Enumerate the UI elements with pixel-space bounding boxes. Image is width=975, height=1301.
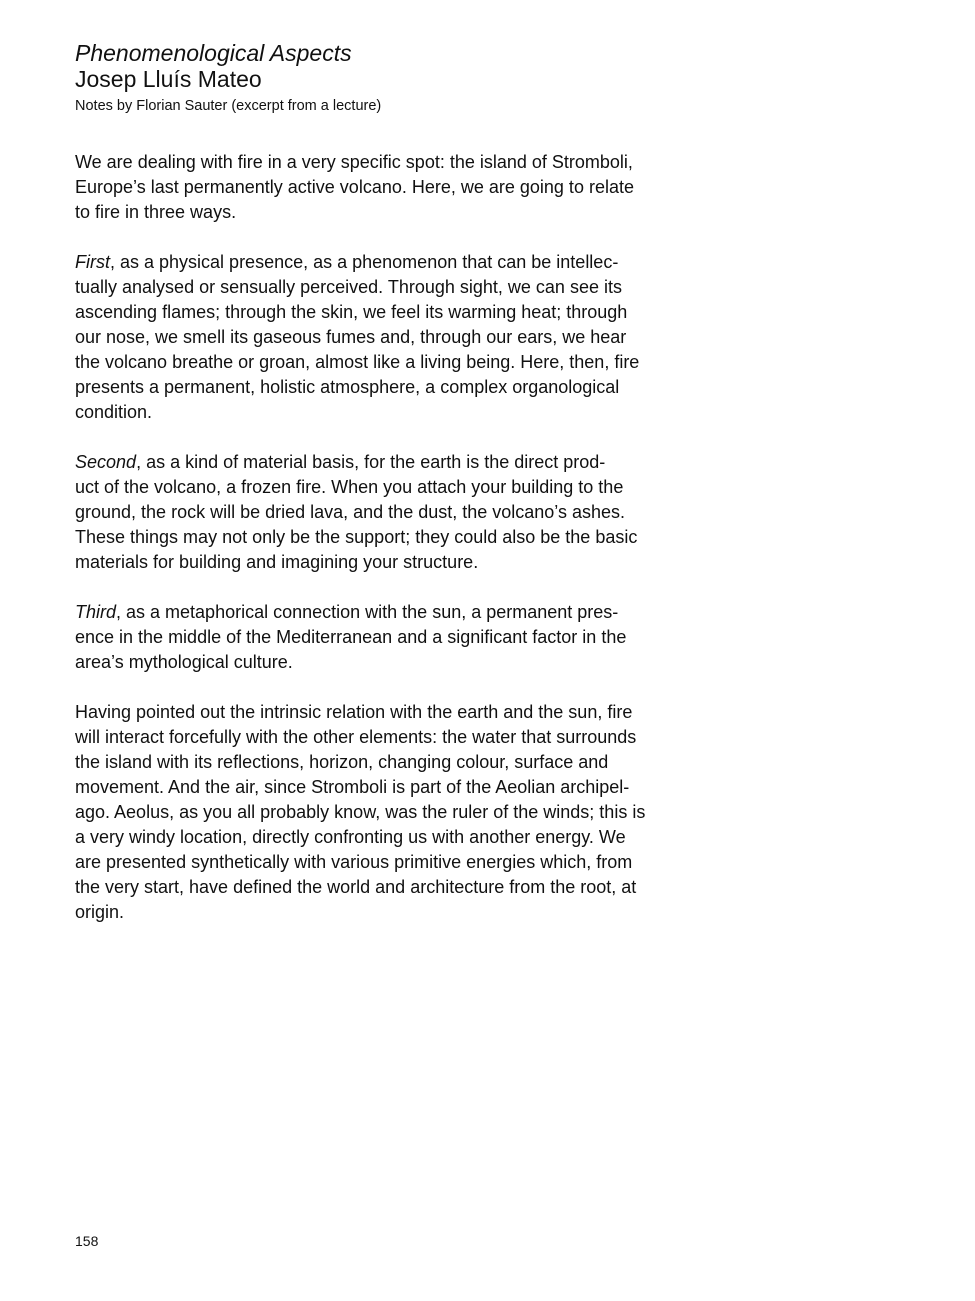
article-body <box>75 150 675 950</box>
text-line: ago. Aeolus, as you all probably know, was the ruler of the winds; this is <box>75 802 646 822</box>
text-line: a very windy location, directly confronting us with another energy. We <box>75 827 626 847</box>
text-fragment: , as a physical presence, as a phenomenon that can be intellec- <box>110 252 619 272</box>
article-notes: Notes by Florian Sauter (excerpt from a lecture) <box>75 98 382 114</box>
lead-word-third: Third <box>75 602 117 622</box>
lead-word-second: Second <box>75 452 137 472</box>
text-line <box>75 450 675 475</box>
article-author: Josep Lluís Mateo <box>75 66 262 92</box>
text-line: ground, the rock will be dried lava, and the dust, the volcano’s ashes. <box>75 502 626 522</box>
paragraph-third <box>75 600 675 675</box>
text-line: to fire in three ways. <box>75 202 237 222</box>
article-title: Phenomenological Aspects <box>75 40 352 66</box>
text-line: Having pointed out the intrinsic relation with the earth and the sun, fire <box>75 702 633 722</box>
text-line: movement. And the air, since Stromboli is part of the Aeolian archipel- <box>75 777 630 797</box>
text-line: the island with its reflections, horizon, changing colour, surface and <box>75 752 609 772</box>
text-line: ascending flames; through the skin, we feel its warming heat; through <box>75 302 628 322</box>
text-line: We are dealing with fire in a very specific spot: the island of Stromboli, <box>75 152 633 172</box>
text-line: uct of the volcano, a frozen fire. When you attach your building to the <box>75 477 624 497</box>
text-fragment: , as a metaphorical connection with the sun, a permanent pres- <box>116 602 619 622</box>
page-number: 158 <box>75 1233 99 1249</box>
text-fragment: , as a kind of material basis, for the earth is the direct prod- <box>136 452 606 472</box>
paragraph-second <box>75 450 675 575</box>
text-line: ence in the middle of the Mediterranean and a significant factor in the <box>75 627 627 647</box>
paragraph-first <box>75 250 675 425</box>
text-line: condition. <box>75 402 153 422</box>
text-line <box>75 250 675 275</box>
text-line: the volcano breathe or groan, almost like a living being. Here, then, fire <box>75 352 640 372</box>
text-line: origin. <box>75 902 125 922</box>
text-line: will interact forcefully with the other elements: the water that surrounds <box>75 727 637 747</box>
paragraph-intro <box>75 150 675 225</box>
text-line: the very start, have defined the world and architecture from the root, at <box>75 877 637 897</box>
text-line: materials for building and imagining your structure. <box>75 552 479 572</box>
text-line: tually analysed or sensually perceived. Through sight, we can see its <box>75 277 622 297</box>
text-line <box>75 600 675 625</box>
text-line: area’s mythological culture. <box>75 652 293 672</box>
text-line: Europe’s last permanently active volcano. Here, we are going to relate <box>75 177 634 197</box>
text-line: These things may not only be the support; they could also be the basic <box>75 527 638 547</box>
text-line: are presented synthetically with various primitive energies which, from <box>75 852 633 872</box>
lead-word-first: First <box>75 252 110 272</box>
text-line: presents a permanent, holistic atmosphere, a complex organological <box>75 377 620 397</box>
paragraph-conclusion <box>75 700 675 925</box>
text-line: our nose, we smell its gaseous fumes and, through our ears, we hear <box>75 327 627 347</box>
